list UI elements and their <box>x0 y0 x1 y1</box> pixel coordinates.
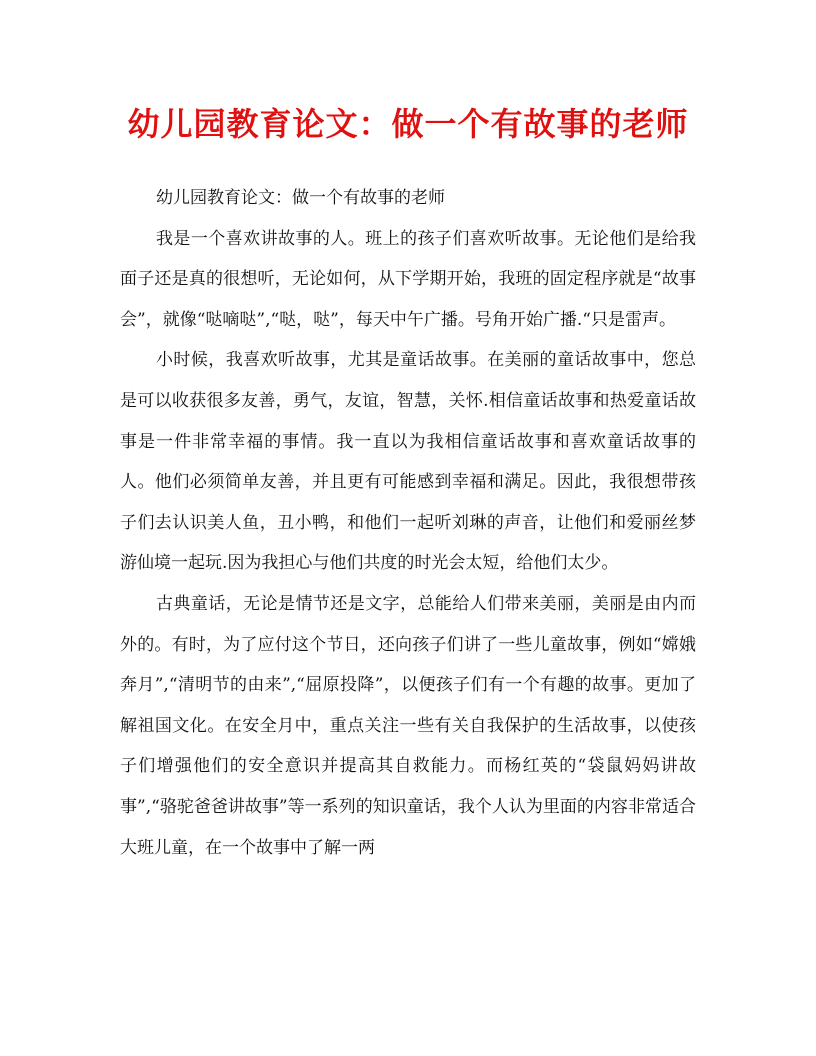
document-title: 幼儿园教育论文：做一个有故事的老师 <box>127 105 689 143</box>
body-paragraph: 我是一个喜欢讲故事的人。班上的孩子们喜欢听故事。无论他们是给我面子还是真的很想听，无论如何，从下学期开始，我班的固定程序就是“故事会”，就像“哒嘀哒”,“哒，哒”，每天中午广播。号角开始广播.“只是雷声。 <box>120 228 696 330</box>
body-paragraph: 小时候，我喜欢听故事，尤其是童话故事。在美丽的童话故事中，您总是可以收获很多友善，勇气，友谊，智慧，关怀.相信童话故事和热爱童话故事是一件非常幸福的事情。我一直以为我相信童话故事和喜欢童话故事的人。他们必须简单友善，并且更有可能感到幸福和满足。因此，我很想带孩子们去认识美人鱼，丑小鸭，和他们一起听刘琳的声音，让他们和爱丽丝梦游仙境一起玩.因为我担心与他们共度的时光会太短，给他们太少。 <box>120 350 696 574</box>
body-paragraph: 古典童话，无论是情节还是文字，总能给人们带来美丽，美丽是由内而外的。有时，为了应付这个节日，还向孩子们讲了一些儿童故事，例如“嫦娥奔月”,“清明节的由来”,“屈原投降”，以便孩子们有一个有趣的故事。更加了解祖国文化。在安全月中，重点关注一些有关自我保护的生活故事，以使孩子们增强他们的安全意识并提高其自救能力。而杨红英的“袋鼠妈妈讲故事”,“骆驼爸爸讲故事”等一系列的知识童话，我个人认为里面的内容非常适合大班儿童，在一个故事中了解一两 <box>120 593 696 858</box>
document-body <box>120 178 696 868</box>
subtitle-paragraph: 幼儿园教育论文：做一个有故事的老师 <box>156 188 445 208</box>
